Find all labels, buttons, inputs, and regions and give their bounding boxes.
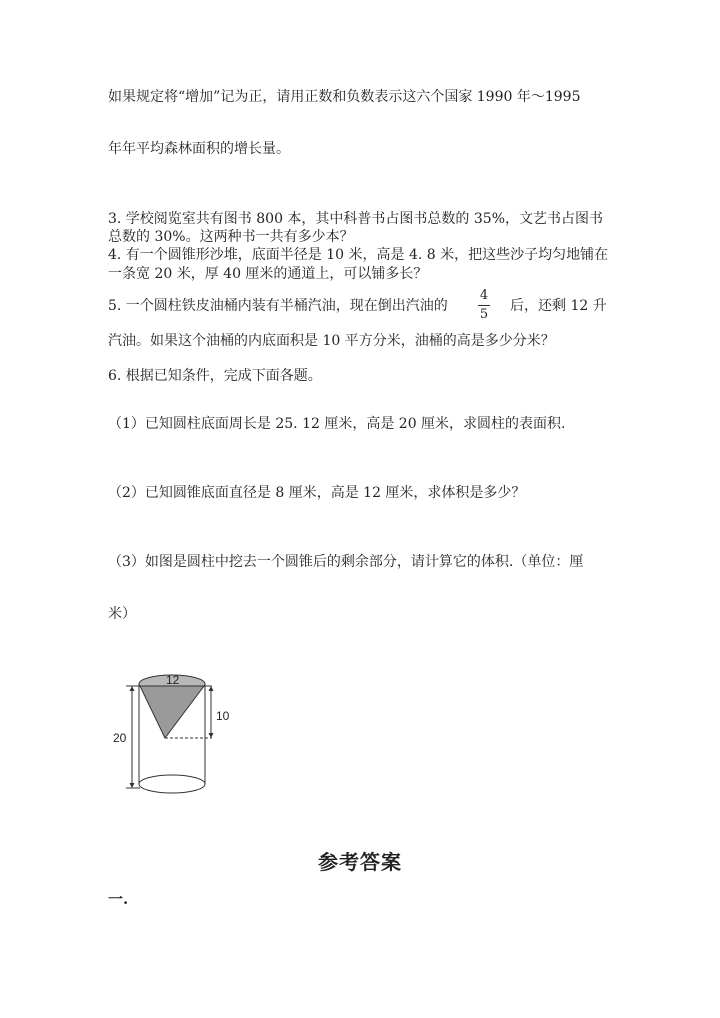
arrowhead [209,733,214,738]
diameter-label: 12 [166,673,180,687]
q5-fraction [478,289,490,322]
q5-line-2: 汽油。如果这个油桶的内底面积是 10 平方分米，油桶的高是多少分米？ [108,333,555,349]
q4-line-2: 一条宽 20 米，厚 40 厘米的通道上，可以铺多长？ [108,266,428,282]
q6-sub-2: （2）已知圆锥底面直径是 8 厘米，高是 12 厘米，求体积是多少？ [108,485,526,501]
q6-sub-3-line-1: （3）如图是圆柱中挖去一个圆锥后的剩余部分，请计算它的体积.（单位：厘 [108,554,584,570]
fraction-numerator: 4 [479,288,489,303]
arrowhead [130,783,135,788]
intro-line-1: 如果规定将“增加”记为正，请用正数和负数表示这六个国家 1990 年～1995 [108,89,581,105]
cone-shape [140,686,204,738]
answers-title: 参考答案 [318,850,402,874]
answers-section-1: 一. [108,890,129,908]
q6-title: 6. 根据已知条件，完成下面各题。 [108,368,322,384]
cylinder-bottom-ellipse [139,775,205,793]
q6-sub-3-line-2: 米） [108,606,136,622]
q5-line-1-pre: 5. 一个圆柱铁皮油桶内装有半桶汽油，现在倒出汽油的 [108,298,448,314]
cone-height-label: 10 [216,709,230,723]
arrowhead [209,686,214,691]
cylinder-cone-figure [100,668,250,803]
fraction-bar [478,305,490,306]
q3-line-2: 总数的 30%。这两种书一共有多少本？ [108,229,354,245]
q3-line-1: 3. 学校阅览室共有图书 800 本，其中科普书占图书总数的 35%，文艺书占图书 [108,211,603,227]
q5-line-1-post: 后，还剩 12 升 [510,298,607,314]
arrowhead [130,686,135,691]
cylinder-height-label: 20 [113,731,127,745]
q4-line-1: 4. 有一个圆锥形沙堆，底面半径是 10 米，高是 4. 8 米，把这些沙子均匀地铺在 [108,247,609,263]
fraction-denominator: 5 [479,307,489,322]
intro-line-2: 年年平均森林面积的增长量。 [108,141,290,157]
q6-sub-1: （1）已知圆柱底面周长是 25. 12 厘米，高是 20 厘米，求圆柱的表面积. [108,416,566,432]
